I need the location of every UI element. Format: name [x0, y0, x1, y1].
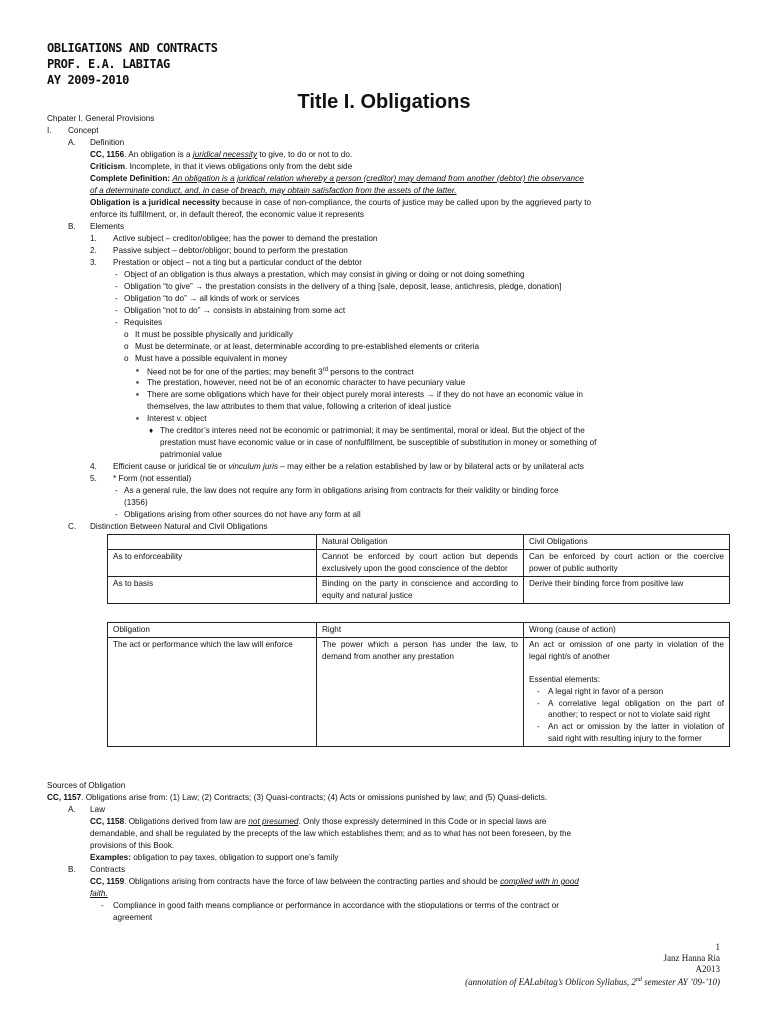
- juridical-necessity-lead: Obligation is a juridical necessity: [90, 198, 220, 207]
- circle-bullet: o: [124, 330, 129, 339]
- note-item-cont: prestation must have economic value or in case of nonfulfillment, be susceptible of substitution in money or something of: [160, 438, 597, 447]
- section-label: Concept: [68, 126, 99, 135]
- article-ref: CC, 1156: [90, 150, 125, 159]
- list-number: 1.: [90, 234, 97, 243]
- essential-item: [529, 721, 724, 745]
- criticism-text: . Incomplete, in that it views obligations only from the debt side: [125, 162, 353, 171]
- circle-bullet: o: [124, 354, 129, 363]
- obligation-right-wrong-table: [107, 622, 730, 747]
- table-header-cell: Obligation: [108, 623, 317, 638]
- emphasis: vinculum juris: [228, 462, 279, 471]
- element-text: – may either be a relation established by law or by bilateral acts or by unilateral acts: [278, 462, 584, 471]
- dash-bullet: -: [115, 486, 118, 495]
- table-cell: The power which a person has under the law, to demand from another any prestation: [317, 637, 524, 746]
- dash-bullet: -: [115, 294, 118, 303]
- table-cell: As to enforceability: [108, 549, 317, 576]
- table-cell: Can be enforced by court action or the coercive power of public authority: [524, 549, 730, 576]
- table-header-row: [108, 623, 730, 638]
- subsection-label: Contracts: [90, 865, 126, 874]
- element-item: Active subject – creditor/obligee; has the power to demand the prestation: [113, 234, 378, 243]
- element-item: Passive subject – debtor/obligor; bound to perform the prestation: [113, 246, 348, 255]
- article-ref: CC, 1159: [90, 877, 125, 886]
- essential-item: [529, 686, 724, 698]
- article-1158: [90, 816, 546, 828]
- sub-item: The prestation, however, need not be of an economic character to have pecuniary value: [147, 378, 466, 387]
- table-row: [108, 549, 730, 576]
- juridical-necessity: [90, 197, 591, 209]
- sources-heading: Sources of Obligation: [47, 781, 126, 790]
- subsection-label: Definition: [90, 138, 125, 147]
- subsection-letter: C.: [68, 522, 77, 531]
- diamond-bullet: ♦: [149, 426, 154, 435]
- circle-bullet: o: [124, 342, 129, 351]
- subsection-letter: B.: [68, 865, 76, 874]
- dash-bullet: -: [115, 510, 118, 519]
- table-header-cell: [108, 535, 317, 550]
- article-text: . Obligations arising from contracts have the force of law between the contracting parties and should be: [124, 877, 501, 886]
- list-item: Object of an obligation is thus always a prestation, which may consist in giving or doing or not doing something: [124, 270, 525, 279]
- essential-text: An act or omission by the latter in violation of said right with resulting injury to the former: [548, 722, 724, 744]
- subsection-letter: B.: [68, 222, 76, 231]
- note-item-cont: patrimonial value: [160, 450, 222, 459]
- square-bullet: ▪: [136, 366, 139, 375]
- article-ref: CC, 1158: [90, 817, 125, 826]
- chapter-heading: Chpater I. General Provisions: [47, 114, 155, 123]
- article-1158-cont: provisions of this Book.: [90, 841, 175, 850]
- juridical-necessity-cont: enforce its fulfillment, or, in default thereof, the economic value it represents: [90, 210, 364, 219]
- dash-bullet: -: [115, 318, 118, 327]
- square-bullet: ▪: [136, 414, 139, 423]
- criticism: [90, 161, 352, 173]
- table-cell: Derive their binding force from positive law: [524, 576, 730, 603]
- list-number: 5.: [90, 474, 97, 483]
- article-text: . Obligations derived from law are: [124, 817, 249, 826]
- subsection-letter: A.: [68, 138, 76, 147]
- article-text: . An obligation is a: [124, 150, 193, 159]
- table-cell: As to basis: [108, 576, 317, 603]
- section-code: A2013: [695, 964, 720, 974]
- subsection-letter: A.: [68, 805, 76, 814]
- list-item: Compliance in good faith means compliance or performance in accordance with the stiopulations or terms of the contract or: [113, 901, 559, 910]
- dash-bullet: -: [115, 282, 118, 291]
- table-row: [108, 576, 730, 603]
- table-header-cell: Wrong (cause of action): [524, 623, 730, 638]
- emphasis: juridical necessity: [192, 150, 258, 159]
- essential-item: [529, 698, 724, 722]
- essential-text: A legal right in favor of a person: [548, 686, 664, 696]
- wrong-definition: An act or omission of one party in violation of the legal right/s of another: [529, 639, 724, 661]
- emphasis: complied with in good: [500, 877, 579, 886]
- list-item-cont: (1356): [124, 498, 148, 507]
- article-1159-cont: [90, 888, 108, 900]
- subsection-label: Distinction Between Natural and Civil Obligations: [90, 522, 268, 531]
- article-ref: CC, 1157: [47, 793, 82, 802]
- square-bullet: ▪: [136, 390, 139, 399]
- table-header-row: [108, 535, 730, 550]
- article-text: . Obligations arise from: (1) Law; (2) Contracts; (3) Quasi-contracts; (4) Acts or omissions punished by law; and (5) Quasi-delicts.: [81, 793, 548, 802]
- article-1157: [47, 792, 547, 804]
- sub-item-text: Need not be for one of the parties; may benefit 3: [147, 367, 323, 377]
- complete-definition-cont: [90, 185, 457, 197]
- essential-text: A correlative legal obligation on the part of another; to respect or not to violate said right: [548, 698, 724, 720]
- dash-bullet: -: [537, 686, 540, 696]
- sub-item-cont: themselves, the law attributes to them that value, following a criterion of ideal justice: [147, 402, 452, 411]
- square-bullet: ▪: [136, 378, 139, 387]
- examples: [90, 852, 338, 864]
- requisite-item: Must have a possible equivalent in money: [135, 354, 288, 363]
- table-header-cell: Right: [317, 623, 524, 638]
- subsection-label: Law: [90, 805, 106, 814]
- examples-text: obligation to pay taxes, obligation to support one’s family: [130, 853, 339, 862]
- list-item: Obligations arising from other sources do not have any form at all: [124, 510, 361, 519]
- article-text: . Only those expressly determined in this Code or in special laws are: [298, 817, 547, 826]
- table-cell: The act or performance which the law will enforce: [108, 637, 317, 746]
- dash-bullet: -: [537, 722, 540, 732]
- table-cell-wrong: [524, 637, 730, 746]
- table-row: [108, 637, 730, 746]
- table-header-cell: Civil Obligations: [524, 535, 730, 550]
- complete-definition-lead: Complete Definition:: [90, 174, 171, 183]
- table-cell: Cannot be enforced by court action but depends exclusively upon the good conscience of the debtor: [317, 549, 524, 576]
- superscript: nd: [635, 977, 642, 983]
- article-1159: [90, 876, 579, 888]
- examples-lead: Examples:: [90, 853, 131, 862]
- list-item: Obligation “not to do” → consists in abstaining from some act: [124, 306, 346, 315]
- course-title: OBLIGATIONS AND CONTRACTS: [47, 41, 218, 55]
- academic-year: AY 2009-2010: [47, 73, 129, 87]
- note-text: (annotation of EALabitag’s Oblicon Syllabus, 2: [465, 977, 636, 987]
- element-item: * Form (not essential): [113, 474, 192, 483]
- table-header-cell: Natural Obligation: [317, 535, 524, 550]
- author-name: Janz Hanna Ria: [663, 953, 720, 963]
- list-item-cont: agreement: [113, 913, 153, 922]
- sub-item-text: persons to the contract: [328, 367, 414, 377]
- page-title: Title I. Obligations: [297, 91, 471, 113]
- emphasis: faith.: [90, 889, 108, 898]
- subsection-label: Elements: [90, 222, 125, 231]
- section-number: I.: [47, 126, 52, 135]
- criticism-lead: Criticism: [90, 162, 126, 171]
- list-item: Requisites: [124, 318, 163, 327]
- element-item: [113, 461, 584, 473]
- complete-definition: [90, 173, 584, 185]
- requisite-item: Must be determinate, or at least, determinable according to pre-established elements or criteria: [135, 342, 480, 351]
- note-text: semester AY ’09-’10): [641, 977, 720, 987]
- element-item: Prestation or object – not a ting but a particular conduct of the debtor: [113, 258, 362, 267]
- spacer: [529, 663, 724, 674]
- page-number: 1: [715, 942, 720, 952]
- complete-definition-text: of a determinate conduct, and, in case of breach, may obtain satisfaction from the assets of the latter.: [90, 186, 457, 195]
- requisite-item: It must be possible physically and juridically: [135, 330, 293, 339]
- element-text: Efficient cause or juridical tie or: [113, 462, 229, 471]
- professor-name: PROF. E.A. LABITAG: [47, 57, 170, 71]
- list-item: As a general rule, the law does not require any form in obligations arising from contracts for their validity or binding force: [124, 486, 559, 495]
- list-item: Obligation “to do” → all kinds of work or services: [124, 294, 300, 303]
- annotation-note: [465, 975, 720, 987]
- list-number: 3.: [90, 258, 97, 267]
- note-item: The creditor’s interes need not be economic or patrimonial; it may be sentimental, moral or ideal. But the object of the: [160, 426, 585, 435]
- article-1156: [90, 149, 352, 161]
- list-number: 4.: [90, 462, 97, 471]
- superscript: rd: [322, 367, 329, 373]
- article-text: to give, to do or not to do.: [257, 150, 353, 159]
- sub-item: There are some obligations which have for their object purely moral interests → if they do not have an economic value in: [147, 390, 583, 399]
- list-number: 2.: [90, 246, 97, 255]
- sub-item: Interest v. object: [147, 414, 207, 423]
- essential-elements-label: Essential elements:: [529, 674, 600, 684]
- dash-bullet: -: [101, 901, 104, 910]
- juridical-necessity-text: because in case of non-compliance, the courts of justice may be called upon by the aggrieved party to: [219, 198, 592, 207]
- list-item: Obligation “to give” → the prestation consists in the delivery of a thing [sale, deposit, lease, antichresis, pledge, donation]: [124, 282, 562, 291]
- emphasis: not presumed: [248, 817, 299, 826]
- article-1158-cont: demandable, and shall be regulated by the precepts of the law which establishes them; and as to what has not been foreseen, by the: [90, 829, 572, 838]
- complete-definition-text: An obligation is a juridical relation whereby a person (creditor) may demand from another (debtor) the observance: [172, 174, 584, 183]
- natural-civil-table: [107, 534, 730, 604]
- table-cell: Binding on the party in conscience and according to equity and natural justice: [317, 576, 524, 603]
- dash-bullet: -: [115, 270, 118, 279]
- dash-bullet: -: [115, 306, 118, 315]
- dash-bullet: -: [537, 698, 540, 708]
